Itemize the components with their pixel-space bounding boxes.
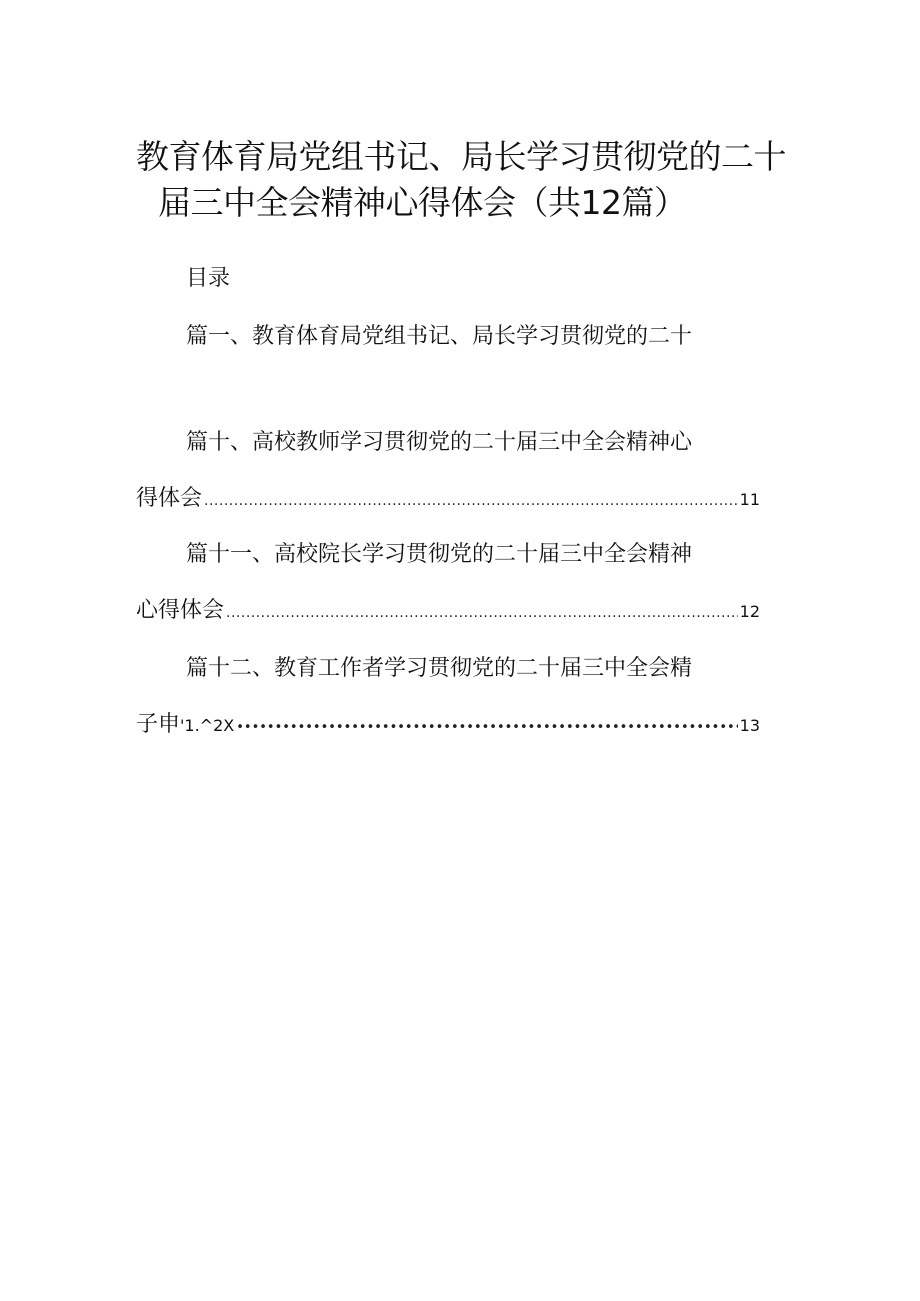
- toc-entry-11-continuation[interactable]: [136, 596, 760, 628]
- toc-entry-12-text: [136, 710, 234, 741]
- toc-leader-dots: [236, 712, 737, 743]
- title-line-2: 届三中全会精神心得体会（共12篇）: [158, 183, 687, 222]
- toc-entry-12-text-tail: '1.^2X: [180, 716, 235, 735]
- toc-leader-dots: [204, 486, 738, 516]
- toc-entry-12-lead[interactable]: 篇十二、教育工作者学习贯彻党的二十届三中全会精: [186, 656, 693, 681]
- toc-entry-10-text: 得体会: [136, 486, 203, 511]
- title-line-1: 教育体育局党组书记、局长学习贯彻党的二十: [136, 137, 786, 176]
- toc-entry-12-continuation[interactable]: [136, 710, 760, 743]
- toc-entry-12-page: 13: [739, 716, 760, 735]
- toc-entry-1-lead[interactable]: 篇一、教育体育局党组书记、局长学习贯彻党的二十: [186, 324, 693, 349]
- toc-entry-10-lead[interactable]: 篇十、高校教师学习贯彻党的二十届三中全会精神心: [186, 430, 693, 455]
- toc-entry-11-page: 12: [739, 602, 760, 621]
- toc-entry-11-lead[interactable]: 篇十一、高校院长学习贯彻党的二十届三中全会精神: [186, 542, 693, 567]
- toc-entry-10-continuation[interactable]: [136, 484, 760, 516]
- toc-heading: 目录: [186, 266, 231, 291]
- toc-leader-dots: [226, 598, 738, 628]
- document-title: [136, 134, 796, 226]
- toc-entry-10-page: 11: [739, 490, 760, 509]
- toc-entry-11-text: 心得体会: [136, 598, 225, 623]
- toc-entry-12-text-main: 子申: [136, 712, 181, 737]
